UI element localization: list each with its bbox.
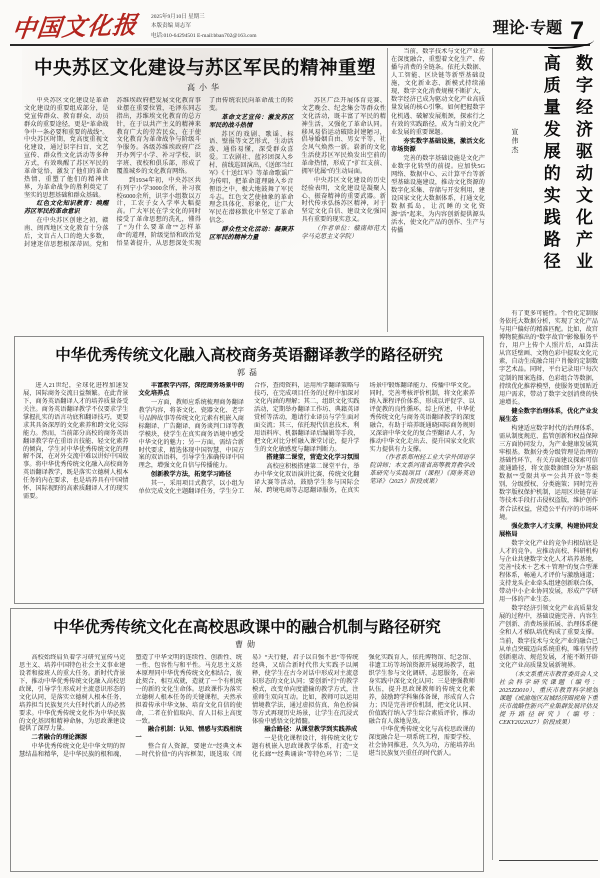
paragraph: 中央苏区文化建设是革命文化建设的重要组成部分，是党宣传群众、教育群众、动员群众的重要途径，更是“革命战争中一条必要和重要的战线”。中央苏区时期，党高度重视文化建设，通过识字扫盲、文艺宣传、群众性文化活动等多种方式，有效唤醒了苏区军民的革命觉悟，激发了他们的革命热情，重塑了他们的精神世界，为革命战争的胜利奠定了坚实的思想基础和群众基础。 (24, 97, 109, 199)
paragraph: 当前，数字技术与文化产业正在深度融合，重塑着文化生产、传播与消费的全链条。依托大数据、人工智能、区块链等新型基础设施，文化新业态、新模式持续涌现，数字文化消费规模不断扩大，数字经济已成为驱动文化产业高质量发展的核心引擎。如何把握数字化机遇、破解发展瓶颈，探索行之有效的实践路径，成为当前文化产业发展的重要课题。 (391, 48, 485, 136)
article2-author: 郭磊 (237, 368, 261, 377)
article2-headline: 中华优秀传统文化融入高校商务英语翻译教学的路径研究 (55, 347, 443, 364)
paragraph: 数字文化产业的竞争归根结底是人才的竞争。应推动高校、科研机构与企业共建数字文化人才培养基地，完善“技术＋艺术＋管理”的复合型课程体系，畅通人才评价与激励通道；支持龙头企业牵头组建创新联合体，带动中小企业协同发展，形成产学研用一体的产业生态。 (499, 539, 598, 604)
article1-body (24, 97, 386, 309)
paragraph: 中央苏区文化建设的历史经验表明，文化建设是凝聚人心、振奋精神的重要武器。新时代传承弘扬苏区精神，对于坚定文化自信、建设文化强国具有重要的现实意义。 (301, 176, 386, 224)
date-line: 2025年9月10日 星期三 (151, 13, 205, 20)
article-central-soviet (22, 48, 388, 334)
column-divider-left (387, 48, 388, 332)
newspaper-logo: 中国文化报 (10, 12, 139, 44)
paragraph: 群众性文化活动：凝聚苏区军民的精神力量 (209, 226, 294, 241)
article2-body (23, 382, 475, 588)
article1-author: 高小华 (187, 83, 223, 92)
paragraph: 其一，采用项目式教学，以小组为单位完成文化主题翻译任务，学生分工合作，查阅资料，运用所学翻译策略与技巧，在完成项目任务的过程中加深对文化内涵的理解；其二，组织文化实践活动，定期举办翻译工作坊、典籍英译赏析等活动，邀请行业译员与学生面对面交流；其三，依托现代信息技术，利用语料库、机器翻译译后编辑等手段，把文化对比分析融入课堂讨论，提升学生的文化敏感度与翻译判断力。 (138, 382, 360, 496)
page-header (10, 8, 590, 46)
paragraph: 创新教学方法，拓宽学习路径 (150, 471, 232, 479)
paragraph: 完善的数字基础设施是文化产业数字化转型的前提。应加快5G网络、数据中心、云计算平台等新型基础设施建设，推动文化资源的数字化采集、存储与开发利用，建设国家文化大数据体系，打通文化数据孤岛，让沉睡的文化资源“活”起来，为内容创新提供源头活水，使文化产品的创作、生产与传播 (391, 154, 485, 235)
section-block (493, 15, 590, 44)
section-title: 理论·专题 (492, 20, 563, 37)
paragraph: 进入21世纪，全球化进程加速发展，国际商务交流日益频繁。在此背景下，商务英语翻译人才的培养质量备受关注。商务英语翻译教学不仅要求学生掌握扎实的语言功底和翻译技巧，更要求其具备深厚的文化素养和跨文化交际能力。然而，当前部分高校的商务英语翻译教学存在重语言技能、轻文化素养的倾向，学生对中华优秀传统文化的理解不深，在对外交流中难以讲好中国故事。将中华优秀传统文化融入高校商务英语翻译教学，既是落实立德树人根本任务的内在要求，也是培养具有中国情怀、国际视野的高素质翻译人才的现实需要。 (23, 382, 129, 501)
digital-economy-article-col1 (391, 48, 485, 332)
article3-headline: 中华优秀传统文化在高校思政课中的融合机制与路径研究 (53, 619, 441, 636)
page-number: 7 (570, 16, 584, 45)
article3-author: 曹勋 (235, 640, 259, 649)
paragraph: 苏区的戏剧、歌谣、标语、壁报等文艺形式，生动活泼、通俗易懂，深受群众喜爱。工农剧社、蓝衫团深入乡村、前线巡回演出，《送郎当红军》《十送红军》等革命歌谣广为传唱，把革命道理融入乡音俚语之中，极大地鼓舞了军民斗志。红色文艺使抽象的革命理念具体化、形象化，让广大军民在潜移默化中坚定了革命信念。 (209, 130, 294, 225)
paragraph: 到1934年初，中央苏区共有列宁小学3000余所，补习夜校6000余所，识字小组数以万计，工农子女入学率大幅提高。广大军民在学文化的同时接受了革命思想的洗礼，懂得了“为什么要革命”“怎样革命”的道理，阶级觉悟和政治觉悟显著提升，从思想深处实现了由传统农民向革命战士的转变。 (116, 97, 294, 247)
paragraph: 中华优秀传统文化是中华文明的智慧结晶和精华，是中华民族的根和魂，塑造了中华文明的连续性、创新性、统一性、包容性与和平性。马克思主义基本原理同中华优秀传统文化相结合，彼此契合、相互成就，造就了一个有机统一的新的文化生命体。思政课作为落实立德树人根本任务的关键课程，天然承担着传承中华文脉、培育文化自信的使命，二者在价值取向、育人目标上高度一致。 (19, 654, 242, 759)
paragraph: 融合路径：从课堂教学到实践养成 (264, 726, 358, 734)
paragraph: 融合机制：认知、情感与实践相统一 (135, 726, 242, 742)
digital-economy-title-block (496, 54, 598, 306)
paragraph: 数字经济引领文化产业高质量发展的过程中，基础设施完善、内容生产创新、消费场景拓展、治理体系健全和人才梯队培优构成了重要支撑。当前，数字技术与文化产业的融合已从单点突破迈向系统重构，唯有坚持创新驱动、规范发展，才能不断开辟文化产业高质量发展新境界。 (499, 605, 598, 669)
editor-line: 本版责编 周志军 (151, 23, 191, 30)
contact-line: 电话:010-64294501 E-mail:bban702@163.com (151, 32, 257, 39)
article1-headline: 中央苏区文化建设与苏区军民的精神重塑 (33, 57, 376, 78)
digital-economy-article-col2 (499, 310, 598, 861)
paragraph: 高校应积极搭建第二课堂平台，举办中华文化双语演讲比赛、传统文化翻译大赛等活动，鼓励学生参与国际会展、跨境电商等志愿翻译服务，在真实场景中锻炼翻译能力、传播中华文化。同时，完善考核评价机制，将文化素养纳入课程评价体系，形成以评促学、以评促教的良性循环。综上所述，中华优秀传统文化与商务英语翻译教学的深度融合，有助于培养既通晓国际商务规则又深谙中华文化的复合型翻译人才，为推动中华文化走出去、提升国家文化软实力提供有力支撑。 (254, 382, 475, 495)
digital-economy-author: 宣伟杰 (511, 128, 519, 155)
paragraph: 丰富教学内容，深挖商务场景中的文化培养点 (138, 382, 244, 397)
paragraph: 一是优化课程设计，将传统文化专题有机嵌入思政课教学体系，打造“文化长廊”“经典诵读”等特色环节；二是强化实践育人，依托博物馆、纪念馆、非遗工坊等场馆资源开展现场教学，组织学生参与文化调研、志愿服务，在亲身实践中深化文化认同；三是建强教师队伍，提升思政课教师的传统文化素养，鼓励跨学科集体备课，形成育人合力；四是完善评价机制，把文化认同、价值践行纳入学生综合素质评价，推动融合育人落地见效。 (252, 654, 475, 759)
paragraph: 中华优秀传统文化与高校思政课的深度融合是一项系统工程，需要学校、社会协同推进，久久为功，方能培养出堪当民族复兴重任的时代新人。 (368, 726, 475, 758)
paragraph: 构建适应数字时代的治理体系，需从制度规范、监管创新和权益保障三方面协同发力，为产业健康发展筑牢根基。数据分类分级管理是治理的基础性环节，有关方面建议探索可信流通路径，将文旅数据细分为“基础数据”“受限共享”“公共开放”等类别，分级授权、分类施策；同时完善数字版权保护机制，运用区块链存证等技术手段打击侵权盗版，维护创作者合法权益，营造公平有序的市场环境。 (499, 424, 598, 521)
paragraph: 搭建第二课堂，营造文化学习氛围 (266, 454, 360, 462)
paragraph: 有了更多可能性。个性化定制服务依托大数据分析，实现了文化产品与用户偏好的精准匹配。比如，故宫博物院推出的“数字故宫”影像服务平台，用户上传个人照片后，AI算法从宫廷壁画、文物色彩中提取文化元素，自动生成融合用户肖像的定制数字艺术品。同时，平台记录用户每次定制的图案选择、色彩组合等数据，持续优化推荐模型，使服务更加贴近用户需求，带动了数字文创消费的快速增长。 (499, 310, 598, 406)
paragraph: 革命文艺宣传：激发苏区军民的战斗热情 (209, 113, 294, 129)
paragraph: 整合育人资源，要建立“经典文本—时代价值”的内容框架，既选取《周易》“天行健，君子以自强不息”等传统经典，又结合新时代伟大实践予以阐释，使学生在古今对话中形成对主流意识形态的文化认同；要创新“行”的教学模式，改变单向度灌输的教学方式，注重师生双向互动。比如，教师可以运用情境教学法，通过虚拟仿真、角色扮演等方式再现历史场景，让学生在沉浸式体验中感悟文化精髓。 (135, 654, 359, 759)
paragraph: （作者系郑州轻工业大学外国语学院讲师；本文系河南省高等教育教学改革研究与实践项目（课程）《商务英语笔译》（2025）阶段成果） (369, 454, 475, 486)
paragraph: （作者单位：赣南师范大学马克思主义学院） (301, 225, 386, 240)
paragraph: 健全数字治理体系，优化产业发展生态 (499, 407, 598, 423)
paragraph: 二者融合的理论渊源 (31, 734, 88, 742)
article3-body (19, 654, 475, 856)
underline-flourish (548, 38, 594, 49)
paragraph: 高校始终肩负着学习研究宣传马克思主义、培养中国特色社会主义事业建设者和接班人的重大任务。新时代背景下，推动中华优秀传统文化融入高校思政课，引导学生形成对主流意识形态的文化认同，是落实立德树人根本任务、培养担当民族复兴大任时代新人的必然要求。中华优秀传统文化作为中华民族的文化基因和精神命脉，为思政课建设提供了深厚力量。 (19, 654, 126, 733)
paragraph: 一方面，教师应系统梳理商务翻译教学内容，将茶文化、瓷器文化、老字号品牌故事等传统文化元素有机嵌入商标翻译、广告翻译、商务谈判口译等教学模块，使学生在真实商务语境中感受中华文化的魅力；另一方面，需结合新时代要求，精选体现中国智慧、中国方案的双语语料，引导学生准确传译中国理念，增强文化自信与传播能力。 (138, 398, 244, 470)
article-business-english (14, 336, 484, 604)
paragraph: 强化数字人才支撑，构建协同发展格局 (499, 522, 598, 538)
paragraph: 红色文化知识教育：唤醒苏区军民的革命意识 (24, 200, 109, 216)
column-divider-right (492, 48, 493, 860)
headline-line2: 高质量发展的实践路径 (540, 54, 560, 274)
paragraph: （本文系重庆市教育委员会人文社会科学研究课题（编号：2025ZD010）、重庆市教育科学规划课题《成渝地区双城经济圈视角下重庆市战略性新兴产业集群发展评估及提升路径研究》（编号：CEKY2022027）阶段成果） (499, 670, 598, 727)
paragraph: 苏区广泛开展体育竞赛、文艺晚会、纪念集会等群众性文化活动，既丰富了军民的精神生活，又强化了革命认同。移风易俗运动破除封建陋习，倡导婚姻自由、男女平等，社会风气焕然一新。崭新的文化生活使苏区军民焕发出空前的革命热情，形成了“扩红支前、拥军优属”的生动局面。 (301, 97, 386, 175)
digital-economy-headline (533, 54, 598, 302)
article-ideological-course (10, 608, 484, 872)
publication-info (143, 13, 493, 44)
paragraph: 夯实数字基础设施，激活文化市场资源 (391, 137, 485, 153)
paragraph: 在中央苏区创建之初，赣南、闽西地区文化教育十分落后，文盲占人口的绝大多数，封建迷信思想根深蒂固。党和苏维埃政府把发展文化教育事业摆在重要位置，毛泽东同志指出，苏维埃文化教育的总方针，在于以共产主义的精神来教育广大的劳苦民众，在于使文化教育为革命战争与阶级斗争服务。各级苏维埃政府广泛开办列宁小学、补习学校、识字班、夜校和俱乐部，形成了覆盖城乡的文化教育网络。 (24, 97, 201, 248)
headline-line1: 数字经济驱动文化产业 (573, 54, 592, 274)
